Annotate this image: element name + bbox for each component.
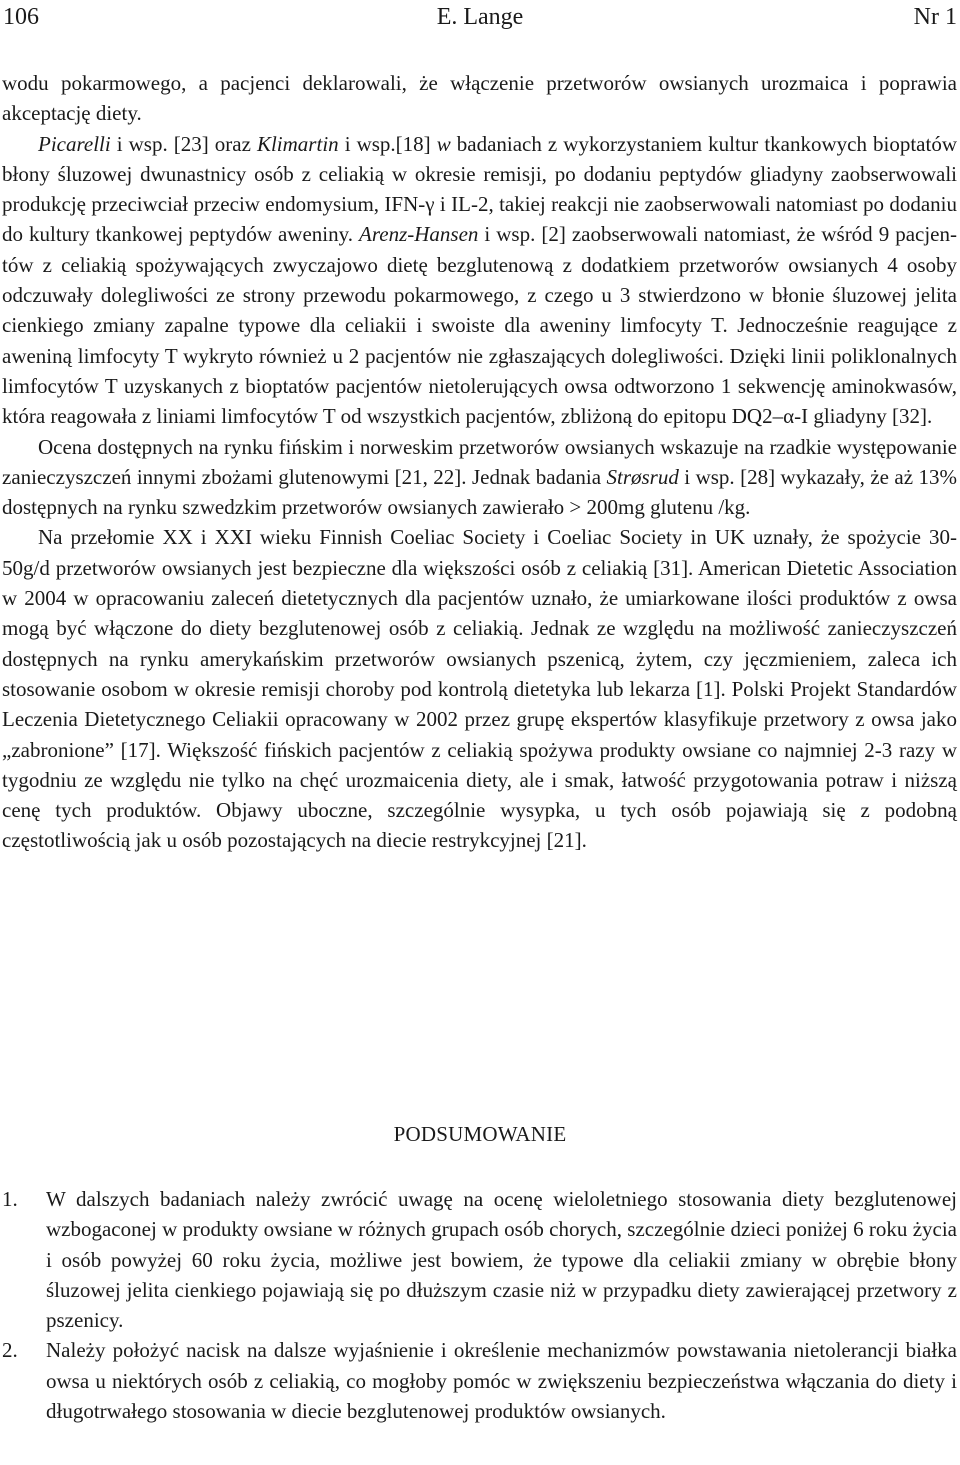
- summary-list: [2, 1184, 957, 1426]
- running-author: E. Lange: [436, 4, 524, 30]
- summary-item-number: 1.: [2, 1187, 18, 1211]
- author-citation: Strøsrud: [606, 464, 679, 489]
- author-citation: Arenz-Hansen: [359, 222, 479, 247]
- running-header: [0, 0, 960, 40]
- paragraph-3: Ocena dostępnych na rynku fińskim i norweskim przetworów owsianych wskazuje na rzadkie występowanie zanieczyszczeń innymi zbożami glutenowymi [21, 22]. Jednak badania Strøsrud i wsp. [28] wykazały, że aż 13% dostępnych na rynku szwedzkim przetworów owsianych zawierało > 200mg glutenu /kg.: [2, 434, 957, 520]
- section-heading: PODSUMOWANIE: [393, 1122, 567, 1146]
- body-text: [2, 68, 957, 856]
- author-citation: Klimartin: [256, 131, 339, 156]
- italic-word: w: [436, 131, 451, 156]
- summary-item-text: Należy położyć nacisk na dalsze wyjaśnienie i określenie mechanizmów powstawania nietolerancji białka owsa u niektórych osób z celiakią, co mogłoby pomóc w zwiększeniu bezpieczeństwa włączania do diety i długotrwałego stosowania w diecie bezglutenowej produktów owsianych.: [46, 1338, 957, 1424]
- summary-item: [2, 1184, 957, 1335]
- issue-number: Nr 1: [913, 4, 957, 30]
- summary-item-number: 2.: [2, 1338, 18, 1363]
- page-number: 106: [3, 4, 39, 30]
- paragraph-4: Na przełomie XX i XXI wieku Finnish Coeliac Society i Coeliac Society in UK uznały, że spożycie 30-50g/d przetworów owsianych jest bezpieczne dla większości osób z celiakią [31]. American Dietetic Association w 2004 w opracowaniu zaleceń dietetycznych dla pacjentów uznało, że umiarkowane ilości produktów z owsa mogą być włączone do diety bezglutenowej osób z celiakią. Jednak ze względu na możliwość zanieczyszczeń dostępnych na rynku amerykańskim przetworów owsianych pszenicą, żytem, czy jęczmieniem, zaleca ich stosowanie osobom w okresie remisji choroby pod kontrolą dietetyka lub lekarza [1]. Polski Projekt Standardów Leczenia Dietetycznego Celiakii opracowany w 2002 przez grupę ekspertów klasyfikuje przetwory z owsa jako „zabronione” [17]. Większość fińskich pacjentów z celiakią spożywa produkty owsiane co najmniej 2-3 razy w tygodniu ze względu nie tylko na chęć urozmaicenia diety, ale i smak, łatwość przygotowania potraw i niższą cenę tych produktów. Objawy uboczne, szczególnie wysypka, u tych osób pojawiają się z podobną częstotliwością jak u osób pozostających na diecie restrykcyjnej [21].: [2, 525, 957, 853]
- summary-item-text: W dalszych badaniach należy zwrócić uwagę na ocenę wieloletniego stosowania diety bezglutenowej wzbogaconej w produkty owsiane w różnych grupach osób chorych, szczególnie dzieci poniżej 6 roku życia i osób powyżej 60 roku życia, możliwe jest bowiem, że typowe dla celiakii zmiany w obrębie błony śluzowej jelita cienkiego pojawiają się po dłuższym czasie niż w przypadku diety zawierającej przetwory z pszenicy.: [46, 1187, 957, 1333]
- author-citation: Picarelli: [38, 131, 111, 156]
- paragraph-2: Picarelli i wsp. [23] oraz Klimartin i wsp.[18] w badaniach z wykorzystaniem kultur tkankowych bioptatów błony śluzowej dwunastnicy osób z celiakią w okresie remisji, po dodaniu peptydów gliadyny zaobserwowali produkcję przeciwciał przeciw endomysium, IFN-γ i IL-2, takiej reakcji nie zaobserwowali natomiast po dodaniu do kultury tkankowej peptydów aweniny. Arenz-Hansen i wsp. [2] zaobserwowali natomiast, że wśród 9 pacjentów z celiakią spożywających zwyczajowo dietę bezglutenową z dodatkiem przetworów owsianych 4 osoby odczuwały dolegliwości ze strony przewodu pokarmowego, z czego u 3 stwierdzono w błonie śluzowej jelita cienkiego zmiany zapalne typowe dla celiakii i swoiste dla aweniny limfocyty T. Jednocześnie reagujące z aweniną limfocyty T wykryto również u 2 pacjentów nie zgłaszających dolegliwości. Dzięki linii poliklonalnych limfocytów T uzyskanych z bioptatów pacjentów nietolerujących owsa odtworzono 1 sekwencję aminokwasów, która reagowała z liniami limfocytów T od wszystkich pacjentów, zbliżoną do epitopu DQ2–α-I gliadyny [32].: [2, 131, 958, 429]
- summary-item: [2, 1335, 957, 1426]
- paragraph-1: wodu pokarmowego, a pacjenci deklarowali, że włączenie przetworów owsianych urozmaica i poprawia akceptację diety.: [2, 71, 957, 126]
